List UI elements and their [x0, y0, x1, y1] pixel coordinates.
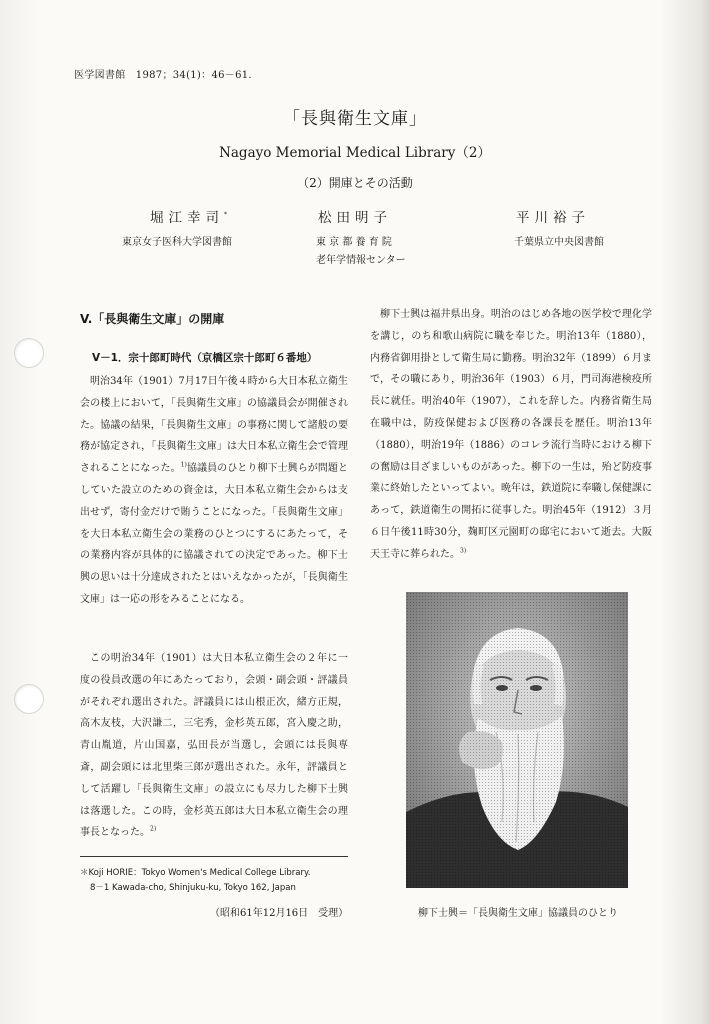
- author-footnote: ＊Koji HORIE：Tokyo Women's Medical College Library. 8－1 Kawada-cho, Shinjuku-ku, Tokyo 162, Japan: [80, 868, 311, 893]
- author-name: 堀江幸司*: [150, 210, 232, 226]
- author-affiliation: 東 京 都 養 育 院 老年学情報センター: [316, 237, 406, 266]
- body-paragraph: この明治34年（1901）は大日本私立衛生会の２年に一度の役員改選の年にあたっており，会頭・副会頭・評議員がそれぞれ選出された。評議員には山根正次，緒方正規，高木友枝，大沢謙二，三宅秀，金杉英五郎，宮入慶之助，青山胤道，片山国嘉，弘田長が当選し，会頭には長與専斎，副会頭には北里柴三郎が選出された。永年，評議員として活躍し「長與衛生文庫」の設立にも尽力した柳下士興は落選した。この時，金杉英五郎は大日本私立衛生会の理事長となった。$^{2)}$: [80, 653, 348, 839]
- received-date: （昭和61年12月16日 受理）: [210, 908, 349, 919]
- article-title-japanese: 「長與衛生文庫」: [283, 109, 427, 129]
- author-affiliation: 東京女子医科大学図書館: [122, 237, 232, 248]
- footnote-divider: [80, 856, 348, 857]
- body-paragraph: 柳下士興は福井県出身。明治のはじめ各地の医学校で理化学を講じ，のち和歌山病院に職を奉じた。明治13年（1880），内務省御用掛として衛生局に勤務。明治32年（1899）６月まで，その職にあり，明治36年（1903）６月，門司海港検疫所長に就任。明治40年（1907），これを辞した。内務省衛生局在職中は，防疫保健および医務の各課長を歴任。明治13年（1880），明治19年（1886）のコレラ流行当時における柳下の奮励は目ざましいものがあった。柳下の一生は，殆ど防疫事業に終始したといってよい。晩年は，鉄道院に奉職し保健課にあって，鉄道衛生の開拓に従事した。明治45年（1912）３月６日午後11時30分，麹町区元園町の邸宅において逝去。大阪天王寺に葬られた。$^{3)}$: [370, 309, 652, 560]
- article-title-english: Nagayo Memorial Medical Library（2）: [219, 145, 491, 161]
- author-affiliation: 千葉県立中央図書館: [514, 237, 604, 248]
- body-paragraph: 明治34年（1901）7月17日午後４時から大日本私立衛生会の楼上において，「長與衛生文庫」の協議員会が開催された。協議の結果，「長與衛生文庫」の事務に関して諸般の要務が協定され，「長與衛生文庫」は大日本私立衛生会で管理されることになった。$^{1)}$協議員のひとり柳下士興らが問題としていた設立のための資金は，大日本私立衛生会からは支出せず，寄付金だけで賄うことになった。「長與衛生文庫」を大日本私立衛生会の業務のひとつにするにあたって，その業務内容が具体的に協議されての決定であった。柳下士興の思いは十分達成されたとはいえなかったが，「長與衛生文庫」は一応の形をみることになる。: [80, 376, 348, 605]
- article-subtitle: （2）開庫とその活動: [297, 176, 413, 190]
- section-heading: V.「長與衛生文庫」の開庫: [80, 312, 225, 326]
- journal-citation: 医学図書館 1987；34(1)：46－61.: [74, 70, 252, 81]
- author-name: 平川裕子: [516, 210, 590, 226]
- author-name: 松田明子: [318, 210, 392, 226]
- punch-hole-upper: [14, 338, 44, 368]
- subsection-heading: V－1．宗十郎町時代（京橋区宗十郎町６番地）: [92, 352, 318, 364]
- portrait-photo: [406, 592, 628, 888]
- figure-caption: 柳下士興＝「長與衛生文庫」協議員のひとり: [418, 908, 618, 919]
- punch-hole-lower: [14, 684, 44, 714]
